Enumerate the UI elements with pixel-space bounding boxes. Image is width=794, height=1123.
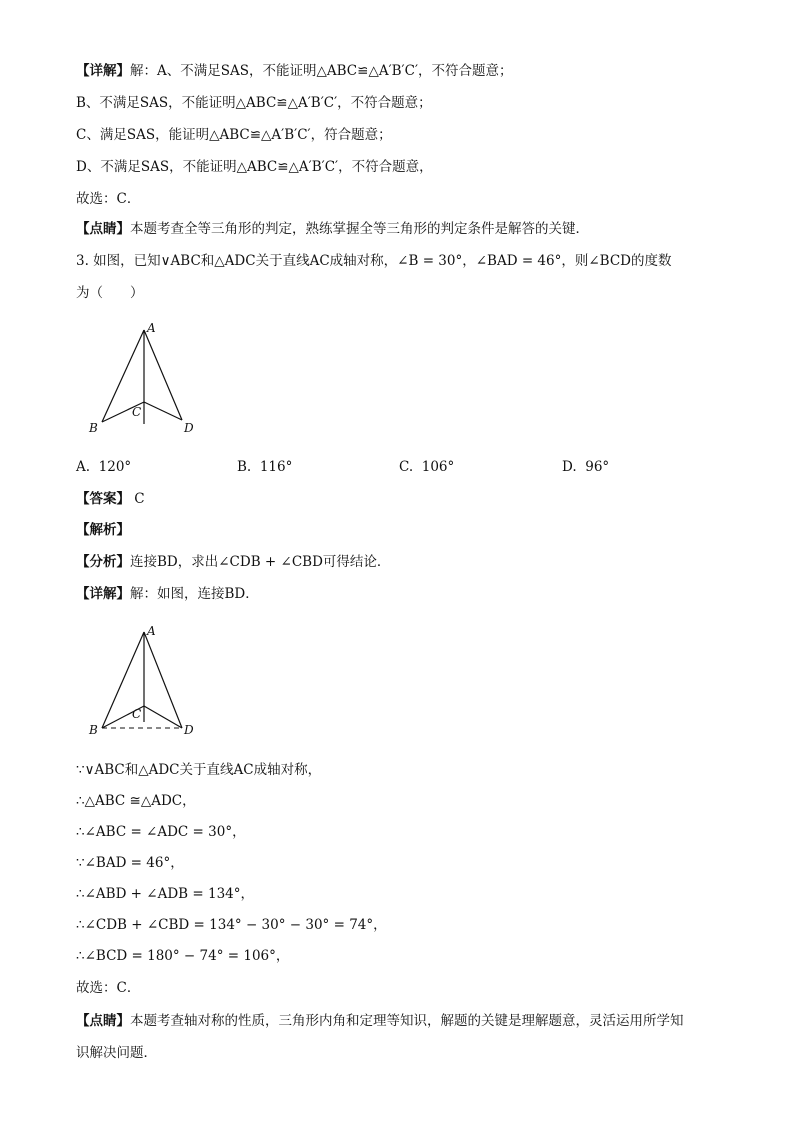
label-d: D [184, 421, 194, 435]
label-d: D [184, 723, 194, 737]
question-stem-cont: 为（ ） [76, 285, 144, 301]
detail-tag: 【详解】 [76, 63, 130, 79]
analysis-tag: 【解析】 [76, 522, 130, 538]
option-a-analysis: 解：A、不满足SAS，不能证明△ABC≌△A′B′C′，不符合题意； [130, 63, 513, 79]
detail-text: 解：如图，连接BD． [130, 586, 259, 602]
detail-tag-2: 【详解】 [76, 586, 130, 602]
answer-value: C [134, 491, 145, 507]
solution-step-4: ∵∠BAD = 46°， [76, 855, 184, 871]
label-b: B [89, 723, 98, 737]
comment-text-1: 本题考查轴对称的性质，三角形内角和定理等知识，解题的关键是理解题意，灵活运用所学知 [130, 1013, 684, 1029]
prev-detail-line [76, 62, 513, 80]
detail-line [76, 585, 259, 603]
label-c: C [132, 405, 142, 419]
option-a: A. 120° [76, 459, 132, 475]
analyze-text: 连接BD，求出∠CDB + ∠CBD可得结论． [130, 554, 391, 570]
solution-step-6: ∴∠CDB + ∠CBD = 134° − 30° − 30° = 74°， [76, 917, 387, 933]
option-c: C. 106° [399, 459, 455, 475]
comment-text-2: 识解决问题． [76, 1045, 157, 1061]
analyze-tag: 【分析】 [76, 554, 130, 570]
solution-figure [84, 620, 204, 740]
comment-tag: 【点睛】 [76, 221, 130, 237]
analyze-line [76, 553, 390, 571]
question-stem: 3. 如图，已知∨ABC和△ADC关于直线AC成轴对称，∠B = 30°，∠BAD = 46°，则∠BCD的度数 [76, 253, 672, 269]
prev-comment-line [76, 220, 589, 238]
option-c-analysis: C、满足SAS，能证明△ABC≌△A′B′C′，符合题意； [76, 127, 392, 143]
answer-line [76, 490, 145, 508]
prev-comment: 本题考查全等三角形的判定，熟练掌握全等三角形的判定条件是解答的关键． [130, 221, 589, 237]
solution-step-5: ∴∠ABD + ∠ADB = 134°， [76, 886, 255, 902]
comment-tag-2: 【点睛】 [76, 1013, 130, 1029]
option-b: B. 116° [237, 459, 293, 475]
option-d-analysis: D、不满足SAS，不能证明△ABC≌△A′B′C′，不符合题意， [76, 159, 433, 175]
comment-line [76, 1012, 684, 1030]
label-a: A [147, 624, 156, 638]
question-figure [84, 318, 204, 438]
answer-choose: 故选：C． [76, 980, 141, 996]
segment-ad [144, 330, 182, 420]
label-b: B [89, 421, 98, 435]
solution-step-1: ∵∨ABC和△ADC关于直线AC成轴对称， [76, 762, 322, 778]
segment-cd [144, 706, 182, 728]
answer-tag: 【答案】 [76, 491, 130, 507]
solution-step-2: ∴△ABC ≅△ADC， [76, 793, 196, 809]
segment-cd [144, 402, 182, 420]
option-b-analysis: B、不满足SAS，不能证明△ABC≌△A′B′C′，不符合题意； [76, 95, 432, 111]
solution-step-3: ∴∠ABC = ∠ADC = 30°， [76, 824, 246, 840]
segment-ad [144, 632, 182, 728]
option-d: D. 96° [562, 459, 610, 475]
prev-choose: 故选：C． [76, 191, 141, 207]
label-c: C [132, 707, 142, 721]
label-a: A [147, 321, 156, 335]
solution-step-7: ∴∠BCD = 180° − 74° = 106°， [76, 948, 290, 964]
